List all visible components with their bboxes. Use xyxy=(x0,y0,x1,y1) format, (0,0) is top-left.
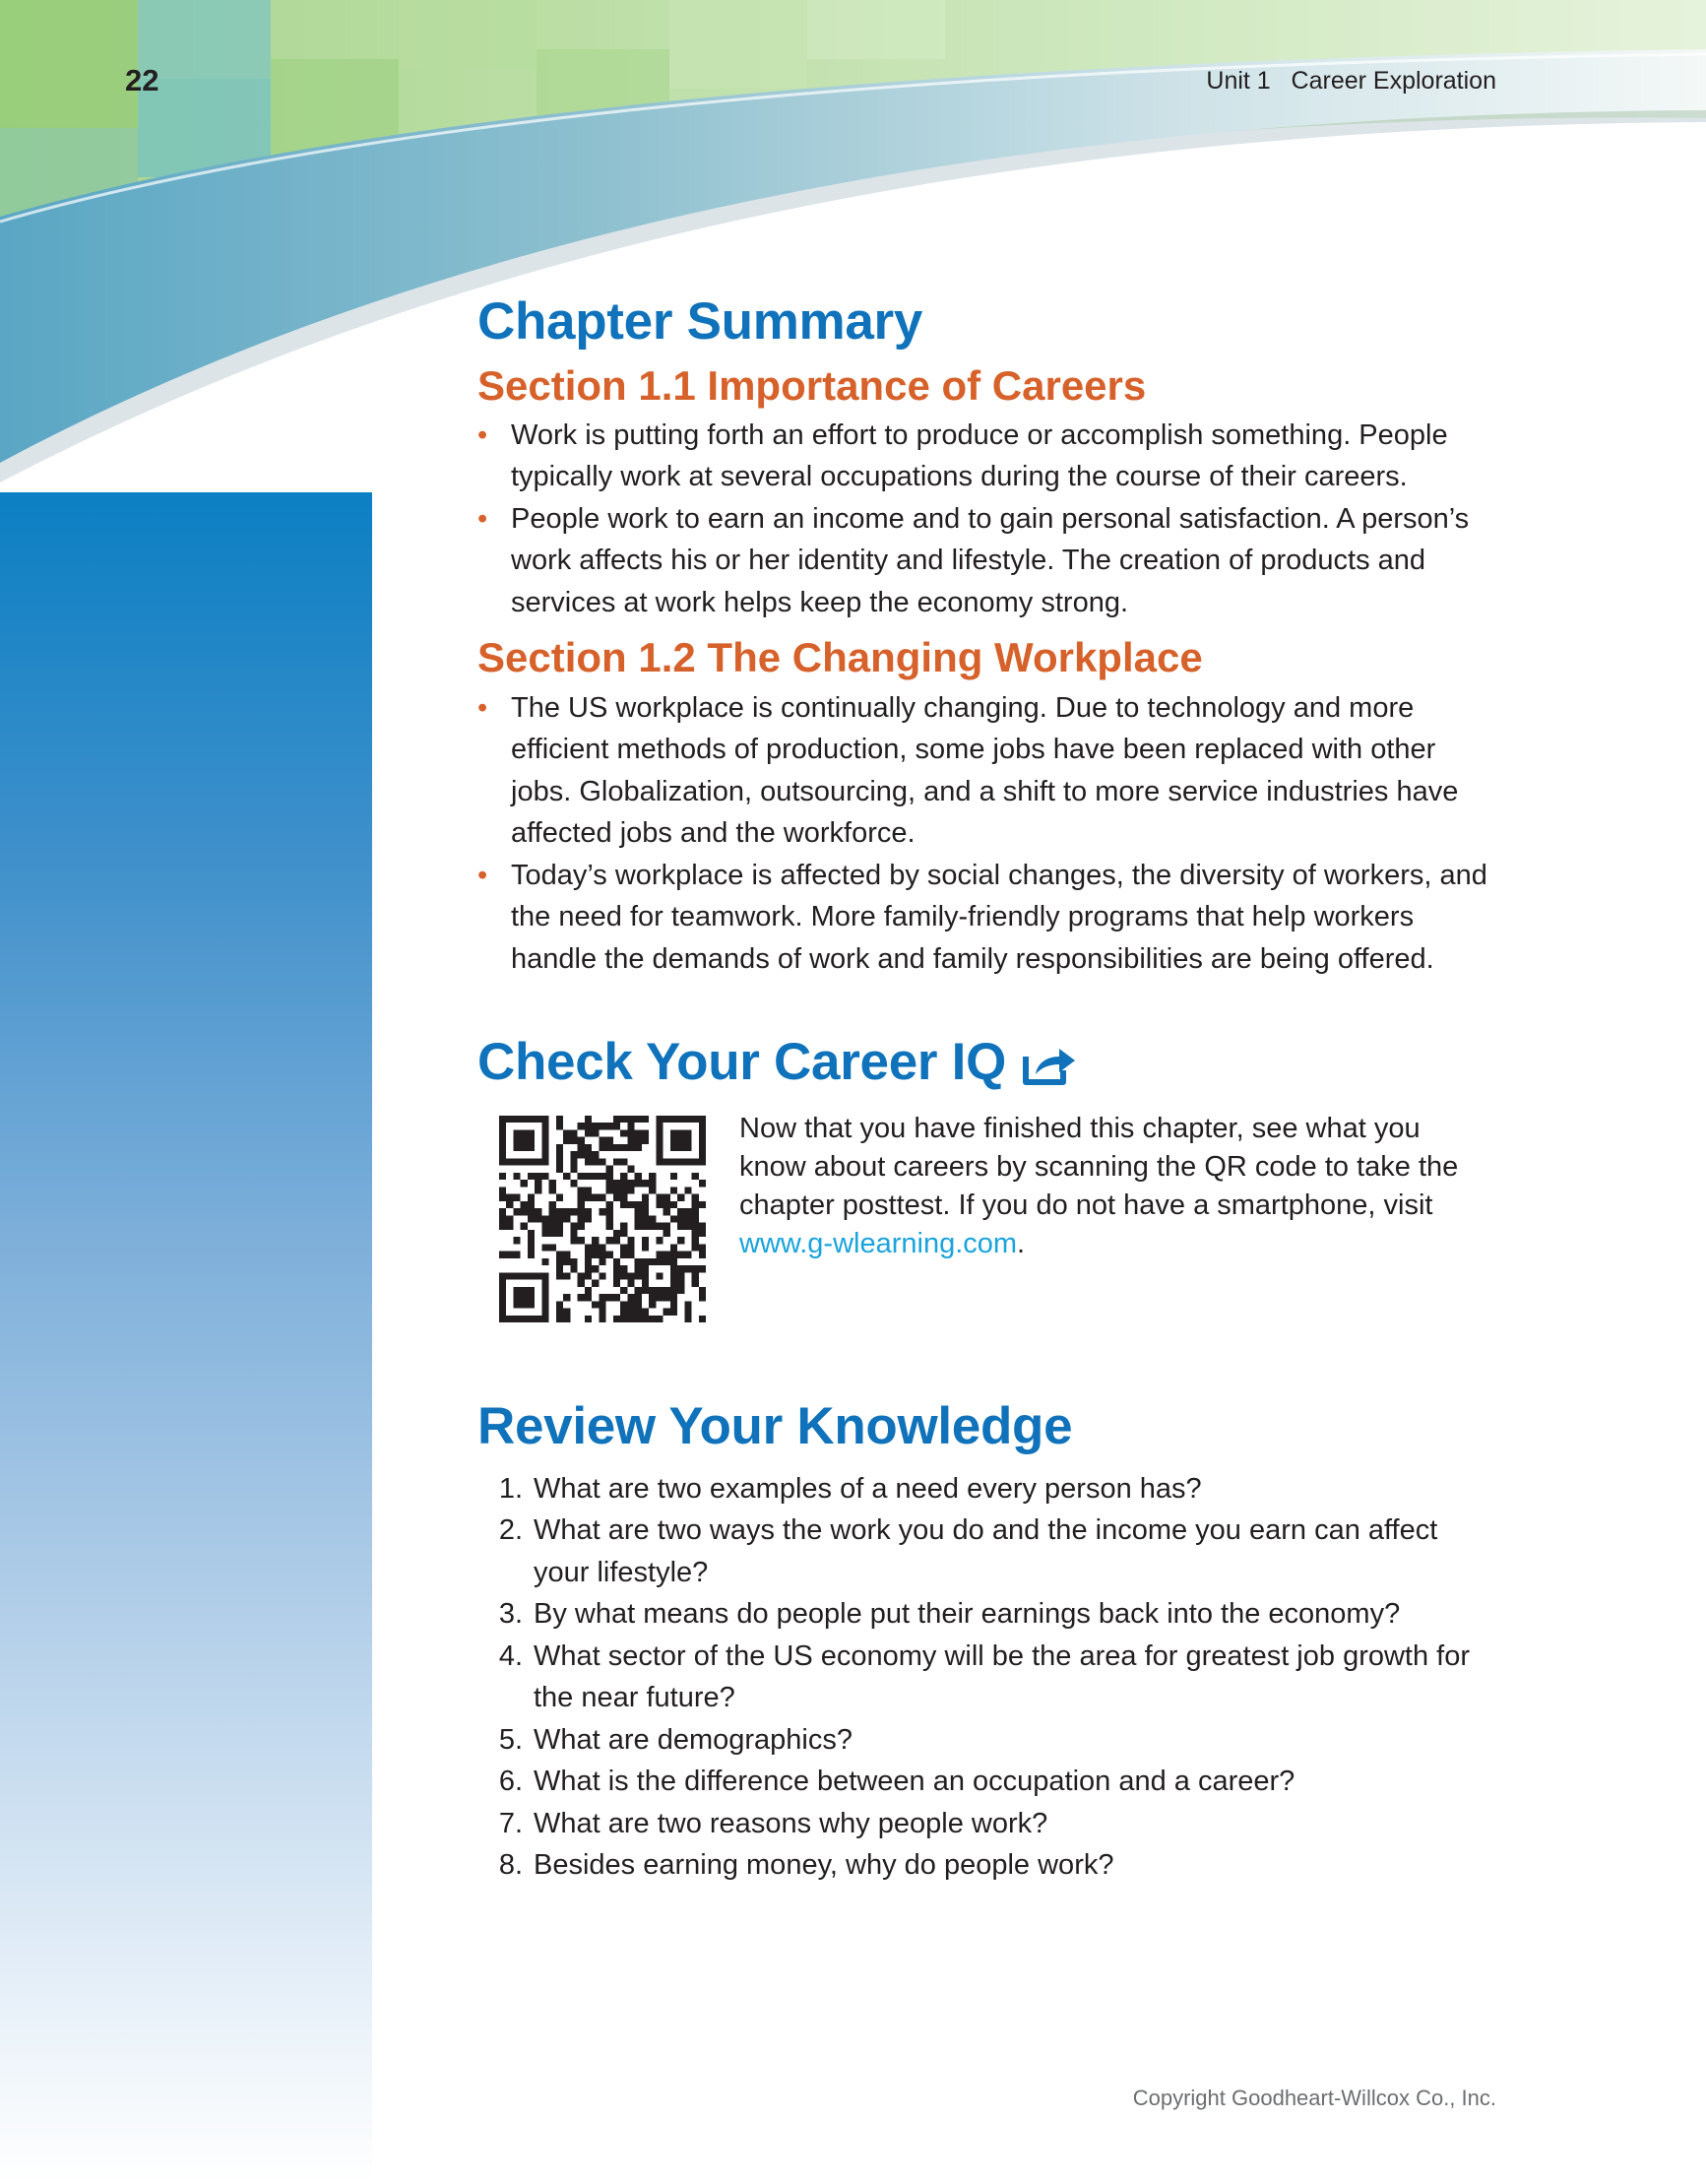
career-iq-text xyxy=(739,1110,1487,1322)
question-number: 3. xyxy=(498,1598,523,1631)
list-item xyxy=(477,1844,1496,1887)
page-number: 22 xyxy=(125,63,159,97)
section-1-1-bullets xyxy=(477,415,1496,624)
bullet-icon: • xyxy=(477,418,488,451)
bullet-text: Today’s workplace is affected by social changes, the diversity of workers, and the need for teamwork. More family-friendly programs that help workers handle the demands of work and family responsibilities are being offered. xyxy=(511,859,1487,975)
career-iq-title: Check Your Career IQ xyxy=(477,1033,1006,1092)
list-item xyxy=(477,1593,1496,1636)
list-item xyxy=(477,687,1496,855)
question-text: What sector of the US economy will be the area for greatest job growth for the near future? xyxy=(534,1639,1471,1714)
list-item xyxy=(477,1468,1496,1510)
career-iq-row xyxy=(477,1110,1496,1322)
main-content xyxy=(477,290,1496,1887)
question-text: What are demographics? xyxy=(534,1723,853,1756)
chapter-summary-title: Chapter Summary xyxy=(477,292,923,351)
section-1-2-bullets xyxy=(477,687,1496,981)
list-item xyxy=(477,1761,1496,1803)
section-1-1-title: Section 1.1 Importance of Careers xyxy=(477,361,1147,409)
list-item xyxy=(477,498,1496,624)
bullet-text: The US workplace is continually changing. Due to technology and more efficient methods of production, some jobs have been replaced with other jobs. Globalization, outsourcing, and a shift to more service industries have affected jobs and the workforce. xyxy=(511,691,1459,850)
career-iq-heading xyxy=(477,1031,1496,1094)
question-number: 4. xyxy=(498,1639,523,1672)
sidebar-gradient xyxy=(0,482,372,2184)
qr-code-icon[interactable] xyxy=(499,1116,706,1322)
bullet-text: Work is putting forth an effort to produce or accomplish something. People typically work at several occupations during the course of their careers. xyxy=(511,418,1448,493)
copyright-notice: Copyright Goodheart-Willcox Co., Inc. xyxy=(1132,2086,1496,2110)
section-1-2-title: Section 1.2 The Changing Workplace xyxy=(477,634,1203,681)
career-iq-body: Now that you have finished this chapter, see what you know about careers by scanning the QR code to take the chapter posttest. If you do not have a smartphone, visit xyxy=(739,1112,1459,1221)
review-knowledge-title: Review Your Knowledge xyxy=(477,1396,1073,1455)
question-text: Besides earning money, why do people work? xyxy=(534,1849,1114,1882)
question-text: What are two reasons why people work? xyxy=(534,1807,1048,1839)
career-iq-period: . xyxy=(1017,1227,1026,1259)
bullet-icon: • xyxy=(477,691,488,724)
question-text: What are two ways the work you do and the income you earn can affect your lifestyle? xyxy=(534,1514,1438,1588)
review-questions xyxy=(477,1468,1496,1887)
list-item xyxy=(477,1636,1496,1719)
list-item xyxy=(477,855,1496,981)
question-number: 2. xyxy=(498,1514,523,1547)
list-item xyxy=(477,415,1496,498)
question-number: 5. xyxy=(498,1723,523,1756)
question-number: 1. xyxy=(498,1472,523,1505)
bullet-text: People work to earn an income and to gain personal satisfaction. A person’s work affects his or her identity and lifestyle. The creation of products and services at work helps keep the economy strong. xyxy=(511,502,1470,618)
bullet-icon: • xyxy=(477,859,488,891)
question-number: 6. xyxy=(498,1766,523,1798)
posttest-link[interactable]: www.g-wlearning.com xyxy=(739,1227,1018,1259)
list-item xyxy=(477,1719,1496,1762)
running-head: Unit 1 Career Exploration xyxy=(1206,67,1496,95)
question-text: By what means do people put their earnings back into the economy? xyxy=(534,1598,1401,1631)
list-item xyxy=(477,1803,1496,1845)
question-number: 7. xyxy=(498,1807,523,1839)
question-text: What is the difference between an occupation and a career? xyxy=(534,1766,1295,1798)
list-item xyxy=(477,1510,1496,1593)
question-text: What are two examples of a need every person has? xyxy=(534,1472,1202,1505)
bullet-icon: • xyxy=(477,502,488,535)
question-number: 8. xyxy=(498,1849,523,1882)
share-arrow-icon[interactable] xyxy=(1022,1045,1079,1086)
